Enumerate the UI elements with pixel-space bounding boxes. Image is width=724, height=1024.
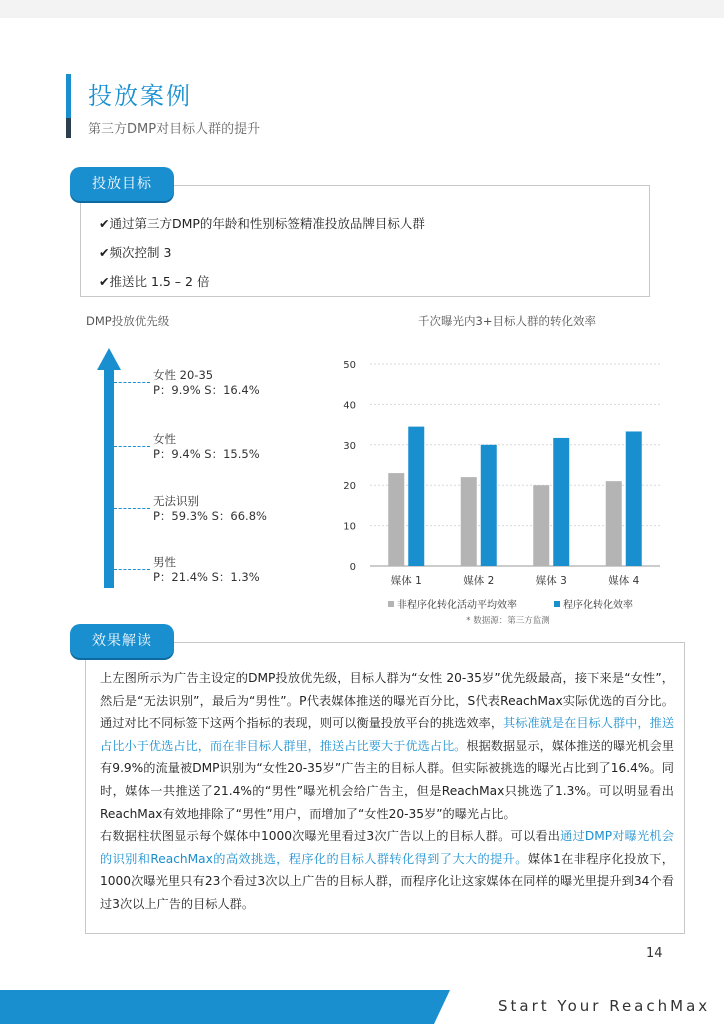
priority-level — [153, 555, 260, 585]
priority-level-stats: P：9.4% S：15.5% — [153, 447, 260, 461]
priority-connector — [114, 382, 150, 383]
priority-level-stats: P：21.4% S：1.3% — [153, 570, 260, 584]
legend-swatch — [554, 601, 560, 607]
priority-connector — [114, 569, 150, 570]
priority-connector — [114, 446, 150, 447]
y-tick-label: 50 — [343, 360, 356, 371]
y-tick-label: 20 — [343, 481, 356, 493]
bar-non-programmatic — [461, 477, 477, 566]
bar-programmatic — [481, 445, 497, 566]
x-tick-label: 媒体 2 — [463, 575, 495, 587]
priority-level-name: 男性 — [153, 555, 176, 569]
priority-title: DMP投放优先级 — [86, 314, 170, 328]
priority-level-name: 无法识别 — [153, 494, 199, 508]
bar-non-programmatic — [388, 473, 404, 566]
y-tick-label: 30 — [343, 440, 356, 452]
priority-arrow-head — [97, 348, 121, 370]
bar-non-programmatic — [606, 481, 622, 566]
x-tick-label: 媒体 1 — [390, 575, 422, 587]
goal-item: ✔通过第三方DMP的年龄和性别标签精准投放品牌目标人群 — [99, 216, 425, 231]
explain-p2-part1: 右数据柱状图显示每个媒体中1000次曝光里看过3次广告以上的目标人群。可以看出 — [100, 829, 561, 844]
footer-slogan: Start Your ReachMax — [498, 997, 711, 1015]
chart-title: 千次曝光内3+目标人群的转化效率 — [418, 314, 596, 328]
priority-level — [153, 432, 260, 462]
goal-item: ✔频次控制 3 — [99, 245, 172, 260]
goal-box — [80, 185, 650, 297]
y-tick-label: 10 — [343, 521, 356, 533]
bar-programmatic — [553, 438, 569, 566]
bar-programmatic — [408, 427, 424, 566]
explain-p1-part1: 上左图所示为广告主设定的DMP投放优先级，目标人群为“女性 20-35岁”优先级最高，接下来是“女性”，然后是“无法识别”，最后为“男性”。P代表媒体推送的曝光百分比，S代表ReachMax实际优选的百分比。通过对比不同标签下这两个指标的表现，则可以衡量投放平台的挑选效率， — [100, 671, 674, 731]
priority-level — [153, 368, 260, 398]
conversion-bar-chart — [330, 350, 670, 630]
explain-tab: 效果解读 — [70, 624, 174, 658]
y-tick-label: 0 — [349, 562, 356, 573]
priority-level-stats: P：59.3% S：66.8% — [153, 509, 267, 523]
bar-non-programmatic — [533, 485, 549, 566]
priority-arrow-shaft — [104, 368, 114, 588]
priority-level — [153, 494, 267, 524]
priority-connector — [114, 508, 150, 509]
explain-p2-highlight: 通过DMP对曝光机会的识别和ReachMax的高效挑选，程序化的目标人群转化得到了大大的提升。 — [100, 829, 674, 866]
y-tick-label: 40 — [343, 400, 356, 412]
legend-label: 程序化转化效率 — [563, 600, 633, 611]
priority-level-stats: P：9.9% S：16.4% — [153, 383, 260, 397]
explain-text — [100, 667, 674, 916]
top-strip — [0, 0, 724, 18]
legend-swatch — [388, 601, 394, 607]
explain-p2-part2: 媒体1在非程序化投放下，1000次曝光里只有23个看过3次以上广告的目标人群，而程序化让这家媒体在同样的曝光里提升到34个看过3次以上广告的目标人群。 — [100, 851, 674, 911]
explain-p1-part2: 根据数据显示，媒体推送的曝光机会里有9.9%的流量被DMP识别为“女性20-35岁”广告主的目标人群。但实际被挑选的曝光占比到了16.4%。同时，媒体一共推送了21.4%的“男性”曝光机会给广告主，但是ReachMax只挑选了1.3%。可以明显看出ReachMax有效地排除了“男性”用户，而增加了“女性20-35岁”的曝光占比。 — [100, 738, 675, 821]
legend-label: 非程序化转化活动平均效率 — [397, 600, 517, 611]
bar-programmatic — [626, 431, 642, 566]
subtitle-accent-bar — [66, 118, 71, 138]
priority-level-name: 女性 20-35 — [153, 368, 214, 382]
goal-tab: 投放目标 — [70, 167, 174, 201]
priority-level-name: 女性 — [153, 432, 176, 446]
page-title: 投放案例 — [88, 82, 192, 110]
explain-p1-highlight: 其标准就是在目标人群中，推送占比小于优选占比，而在非目标人群里，推送占比要大于优选占比。 — [100, 716, 675, 753]
explain-box — [85, 642, 685, 934]
x-tick-label: 媒体 4 — [608, 575, 640, 587]
x-tick-label: 媒体 3 — [535, 575, 567, 587]
goal-item: ✔推送比 1.5 – 2 倍 — [99, 274, 210, 289]
page-number: 14 — [646, 946, 663, 961]
page-subtitle: 第三方DMP对目标人群的提升 — [88, 122, 261, 137]
source-note: * 数据源：第三方监测 — [466, 616, 550, 626]
